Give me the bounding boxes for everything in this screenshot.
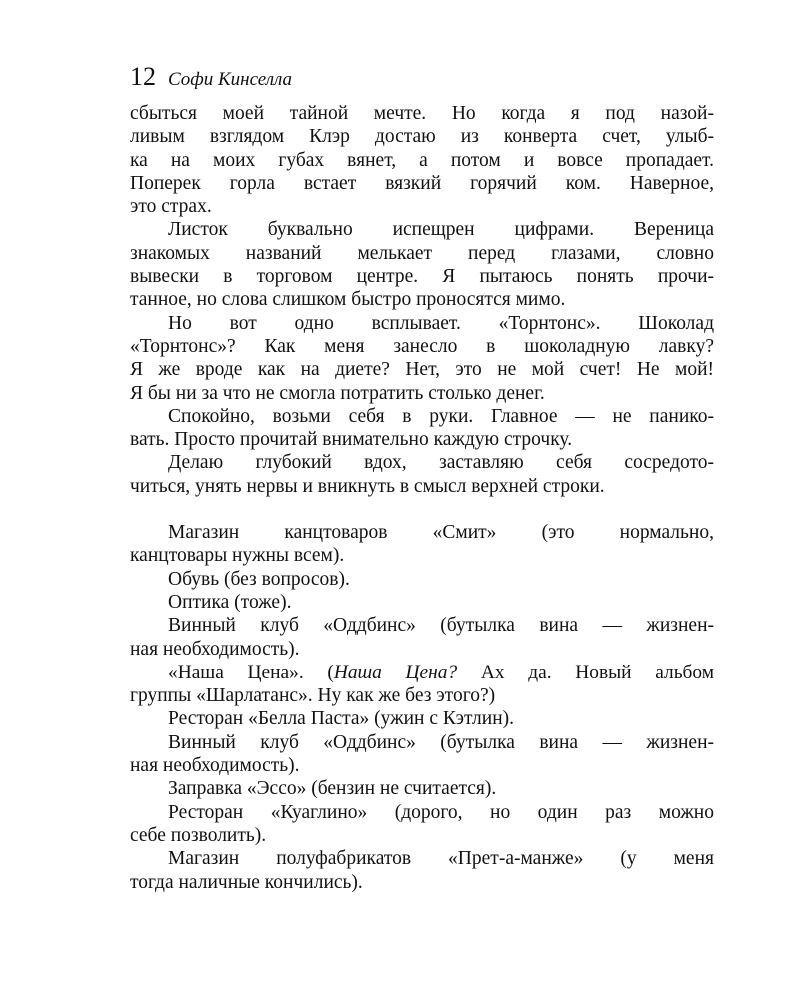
text-line: себе позволить). [130,824,267,846]
text-line: это страх. [130,196,212,218]
text-line: читься, унять нервы и вникнуть в смысл верхней строки. [130,475,605,497]
author-name: Софи Кинселла [168,69,293,90]
text-line: Заправка «Эссо» (бензин не считается). [168,778,497,800]
text-line: ливым взглядом Клэр достаю из конверта счет, улыб- [130,126,714,148]
paragraph [130,451,714,498]
text-line: Поперек горла встает вязкий горячий ком. Наверное, [130,172,714,194]
statement-entry [130,568,714,591]
text-line: Оптика (тоже). [168,591,292,613]
text-line: Я бы ни за что не смогла потратить столько денег. [130,382,545,404]
statement-entry [130,801,714,848]
statement-entry [130,591,714,614]
body-text [130,102,714,498]
paragraph [130,102,714,218]
running-head [130,62,714,102]
statement-entry [130,847,714,894]
italic-text-run: Наша Цена? [333,661,458,683]
text-line: Винный клуб «Оддбинс» (бутылка вина — жизнен- [168,731,714,753]
text-line: Винный клуб «Оддбинс» (бутылка вина — жизнен- [168,615,714,637]
text-line: Обувь (без вопросов). [168,568,350,590]
text-line: ная необходимость). [130,755,300,777]
text-line: группы «Шарлатанс». Ну как же без этого?) [130,685,496,707]
statement-entry [130,521,714,568]
text-line: вывески в торговом центре. Я пытаюсь понять прочи- [130,266,714,288]
text-line: Я же вроде как на диете? Нет, это не мой счет! Не мой! [130,359,714,381]
statement-list [130,521,714,894]
text-line: Ресторан «Белла Паста» (ужин с Кэтлин). [168,708,515,730]
statement-entry [130,707,714,730]
section-gap [130,498,714,521]
text-line: танное, но слова слишком быстро проносятся мимо. [130,289,566,311]
text-line: Магазин канцтоваров «Смит» (это нормально, [168,522,714,544]
text-line: ная необходимость). [130,638,300,660]
text-line: Магазин полуфабрикатов «Прет-а-манже» (у меня [168,848,714,870]
text-run: «Наша Цена». ( [168,661,334,683]
text-run: Ах да. Новый альбом [457,661,714,683]
paragraph [130,218,714,311]
text-line: Листок буквально испещрен цифрами. Вереница [168,219,714,241]
statement-entry [130,661,714,708]
book-page [130,62,714,894]
statement-entry [130,614,714,661]
paragraph [130,312,714,405]
statement-entry [130,731,714,778]
text-line: тогда наличные кончились). [130,871,363,893]
text-line: ка на моих губах вянет, а потом и вовсе пропадает. [130,149,714,171]
text-line: Но вот одно всплывает. «Торнтонс». Шоколад [168,312,714,334]
text-line: знакомых названий мелькает перед глазами, словно [130,242,714,264]
text-line: канцтовары нужны всем). [130,545,345,567]
text-line: «Торнтонс»? Как меня занесло в шоколадную лавку? [130,335,714,357]
text-line: Делаю глубокий вдох, заставляю себя сосредото- [168,452,714,474]
page-number: 12 [130,62,156,91]
text-line: вать. Просто прочитай внимательно каждую строчку. [130,429,573,451]
text-line [130,661,714,684]
statement-entry [130,777,714,800]
text-line: Спокойно, возьми себя в руки. Главное — не панико- [168,405,714,427]
text-line: сбыться моей тайной мечте. Но когда я под назой- [130,103,714,124]
text-line: Ресторан «Куаглино» (дорого, но один раз можно [168,801,714,823]
paragraph [130,405,714,452]
